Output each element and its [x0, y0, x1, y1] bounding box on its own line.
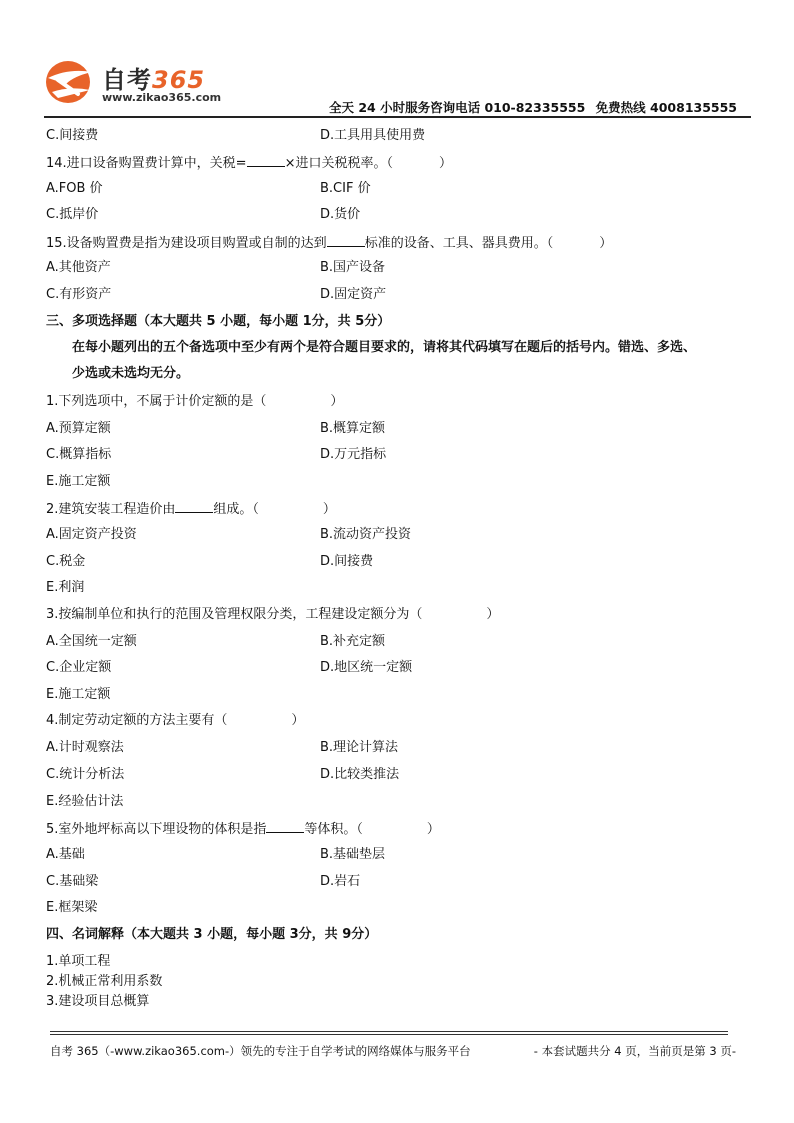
free-hotline: 免费热线 4008135555 [595, 100, 737, 115]
option-line: D.货价 [320, 207, 361, 222]
question-m4: 4.制定劳动定额的方法主要有（ ） [46, 713, 305, 728]
option-line: C.企业定额 [46, 660, 112, 675]
option-line: B.补充定额 [320, 634, 386, 649]
option-line: B.理论计算法 [320, 740, 399, 755]
question-14: 14.进口设备购置费计算中，关税= ×进口关税税率。（ ） [46, 156, 452, 171]
option-line: A.固定资产投资 [46, 527, 137, 542]
option-line: D.工具用具使用费 [320, 128, 426, 143]
option-line: B.流动资产投资 [320, 527, 412, 542]
section-3-instructions: 在每小题列出的五个备选项中至少有两个是符合题目要求的，请将其代码填写在题后的括号内。错选、多选、 [72, 340, 697, 355]
option-line: E.利润 [46, 580, 85, 595]
term-item: 3.建设项目总概算 [46, 994, 150, 1009]
option-line: A.预算定额 [46, 421, 111, 436]
term-item: 1.单项工程 [46, 954, 111, 969]
option-line: D.岩石 [320, 874, 361, 889]
option-line: C.间接费 [46, 128, 99, 143]
option-line: D.地区统一定额 [320, 660, 413, 675]
footer-divider [50, 1034, 728, 1035]
option-line: C.概算指标 [46, 447, 112, 462]
logo-icon [44, 58, 96, 106]
option-line: B.国产设备 [320, 260, 386, 275]
option-line: D.间接费 [320, 554, 374, 569]
option-line: B.CIF 价 [320, 181, 371, 196]
option-line: E.框架梁 [46, 900, 98, 915]
logo-url: www.zikao365.com [102, 91, 222, 104]
option-line: A.其他资产 [46, 260, 111, 275]
option-line: E.施工定额 [46, 687, 111, 702]
option-line: D.比较类推法 [320, 767, 400, 782]
option-line: C.抵岸价 [46, 207, 99, 222]
footer-page-info: - 本套试题共分 4 页，当前页是第 3 页- [533, 1044, 736, 1058]
header-divider [44, 116, 751, 118]
option-line: E.经验估计法 [46, 794, 124, 809]
option-line: A.基础 [46, 847, 85, 862]
option-line: D.万元指标 [320, 447, 387, 462]
section-3-heading: 三、多项选择题（本大题共 5 小题，每小题 1分，共 5分） [46, 314, 391, 329]
logo-text: 自考365 [102, 66, 206, 94]
option-line: A.全国统一定额 [46, 634, 137, 649]
section-3-instructions: 少选或未选均无分。 [72, 366, 190, 381]
question-m5: 5.室外地坪标高以下埋设物的体积是指 等体积。（ ） [46, 822, 440, 837]
service-phone: 全天 24 小时服务咨询电话 010-82335555 [329, 100, 586, 115]
footer-site-info: 自考 365（-www.zikao365.com-）领先的专注于自学考试的网络媒体与服务平台 [50, 1044, 471, 1058]
option-line: B.基础垫层 [320, 847, 386, 862]
option-line: A.FOB 价 [46, 181, 103, 196]
question-15: 15.设备购置费是指为建设项目购置或自制的达到 标准的设备、工具、器具费用。（ ） [46, 236, 613, 251]
option-line: C.税金 [46, 554, 86, 569]
option-line: C.有形资产 [46, 287, 112, 302]
option-line: C.基础梁 [46, 874, 99, 889]
question-m1: 1.下列选项中，不属于计价定额的是（ ） [46, 394, 344, 409]
option-line: C.统计分析法 [46, 767, 125, 782]
section-4-heading: 四、名词解释（本大题共 3 小题，每小题 3分，共 9分） [46, 927, 378, 942]
option-line: A.计时观察法 [46, 740, 124, 755]
hotline [323, 98, 737, 116]
option-line: D.固定资产 [320, 287, 387, 302]
option-line: B.概算定额 [320, 421, 386, 436]
page-header [44, 58, 751, 118]
question-m2: 2.建筑安装工程造价由 组成。（ ） [46, 502, 336, 517]
term-item: 2.机械正常利用系数 [46, 974, 163, 989]
footer-divider [50, 1031, 728, 1032]
question-m3: 3.按编制单位和执行的范围及管理权限分类，工程建设定额分为（ ） [46, 607, 500, 622]
option-line: E.施工定额 [46, 474, 111, 489]
